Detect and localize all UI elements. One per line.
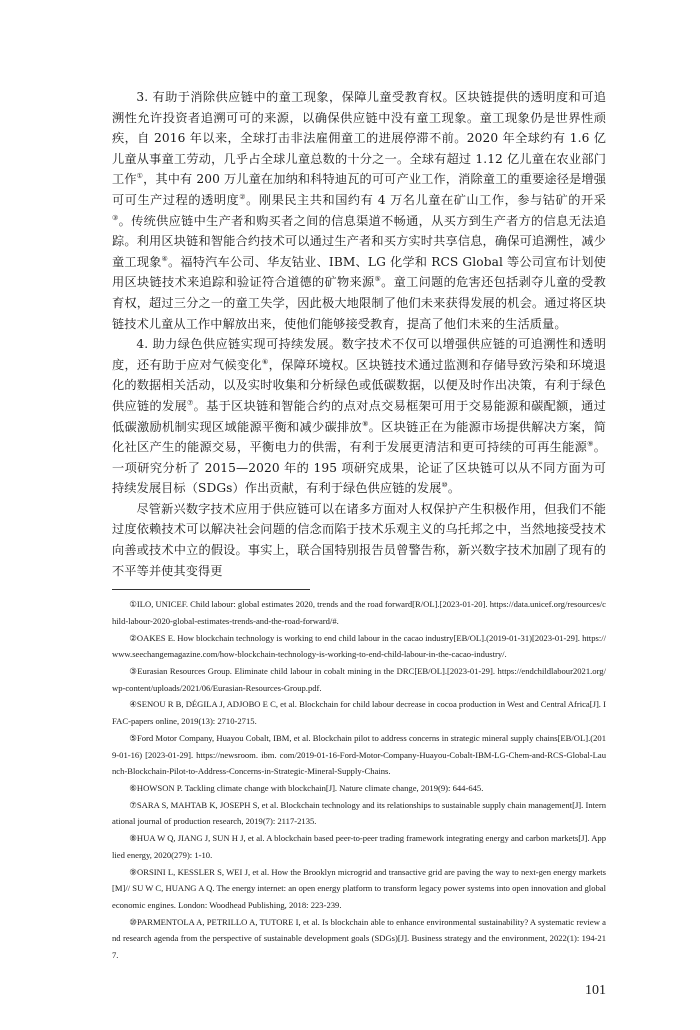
paragraph-text: ，保障环境权。区块链技术通过监测和存储导致污染和环境退化的数据相关活动，以及实时收集和分析绿色或低碳数据，以便及时作出决策，有利于绿色供应链的发展 xyxy=(112,357,606,413)
paragraph xyxy=(112,87,606,334)
footnotes xyxy=(112,596,606,963)
paragraph-text: 。 xyxy=(447,481,461,496)
paragraph-text: 。童工问题的危害还包括剥夺儿童的受教育权，超过三分之一的童工失学，因此极大地限制了他们未来获得发展的机会。通过将区块链技术儿童从工作中解放出来，使他们能够接受教育，提高了他们未来的生活质量。 xyxy=(112,275,606,331)
paragraph-text: 。区块链正在为能源市场提供解决方案，简化社区产生的能源交易，平衡电力的供需，有利于发展更清洁和更可持续的可再生能源 xyxy=(112,419,606,455)
footnote-separator xyxy=(112,589,310,590)
footnote: ⑦SARA S, MAHTAB K, JOSEPH S, et al. Blockchain technology and its relationships to sustainable supply chain management[J]. International journal of production research, 2019(7): 2117-2135. xyxy=(112,799,606,827)
paragraph xyxy=(112,499,606,581)
footnote: ⑩PARMENTOLA A, PETRILLO A, TUTORE I, et al. Is blockchain able to enhance environmental sustainability? A systematic review and research agenda from the perspective of sustainable development goals (SDGs)[J]. Business strategy and the environment, 2022(1): 194-217. xyxy=(112,916,606,961)
paragraph-text: 3. 有助于消除供应链中的童工现象，保障儿童受教育权。区块链提供的透明度和可追溯性允许投资者追溯可可的来源，以确保供应链中没有童工现象。童工现象仍是世界性顽疾，自 2016 年以来，全球打击非法雇佣童工的进展停滞不前。2020 年全球约有 1.6 亿儿童从事童工劳动，几乎占全球儿童总数的十分之一。全球有超过 1.12 亿儿童在农业部门工作 xyxy=(112,90,606,187)
footnote-marker[interactable]: ⑩ xyxy=(441,481,448,490)
paragraph-text: 4. 助力绿色供应链实现可持续发展。数字技术不仅可以增强供应链的可追溯性和透明度，还有助于应对气候变化 xyxy=(112,337,606,372)
paragraph-text: 。刚果民主共和国约有 4 万名儿童在矿山工作，参与钴矿的开采 xyxy=(246,192,606,207)
paragraph xyxy=(112,334,606,499)
page xyxy=(112,0,606,1030)
footnote-marker[interactable]: ⑨ xyxy=(587,440,594,449)
footnote: ②OAKES E. How blockchain technology is working to end child labour in the cacao industry[EB/OL].(2019-01-31)[2023-01-29]. https://www.seechangemagazine.com/how-blockchain-technology-is-working-to-end-child-labour-in-the-cacao-industry/. xyxy=(112,632,606,660)
footnote: ③Eurasian Resources Group. Eliminate child labour in cobalt mining in the DRC[EB/OL].[2023-01-29]. https://endchildlabour2021.org/wp-content/uploads/2021/06/Eurasian-Resources-Group.pdf. xyxy=(112,666,606,693)
footnote: ⑨ORSINI L, KESSLER S, WEI J, et al. How the Brooklyn microgrid and transactive grid are paving the way to next-gen energy markets[M]// SU W C, HUANG A Q. The energy internet: an open energy platform to transform legacy power systems into open innovation and global economic engines. London: Woodhead Publishing, 2018: 223-239. xyxy=(112,866,606,910)
footnote: ④SENOU R B, DÉGILA J, ADJOBO E C, et al. Blockchain for child labour decrease in cocoa production in West and Central Africa[J]. IFAC-papers online, 2019(13): 2710-2715. xyxy=(112,699,606,727)
footnote-marker[interactable]: ④ xyxy=(161,254,168,263)
paragraph-text: 。传统供应链中生产者和购买者之间的信息渠道不畅通，从买方到生产者方的信息无法追踪。利用区块链和智能合约技术可以通过生产者和买方实时共享信息，确保可追溯性，减少童工现象 xyxy=(112,213,606,269)
footnote: ①ILO, UNICEF. Child labour: global estimates 2020, trends and the road forward[R/OL].[2023-01-20]. https://data.unicef.org/resources/child-labour-2020-global-estimates-trends-and-the-road-forward/#. xyxy=(112,599,606,626)
footnote-marker[interactable]: ⑦ xyxy=(187,398,194,407)
paragraph-text: ，其中有 200 万儿童在加纳和科特迪瓦的可可产业工作，消除童工的重要途径是增强可可生产过程的透明度 xyxy=(112,172,606,207)
footnote-marker[interactable]: ② xyxy=(239,192,247,201)
footnote-marker[interactable]: ⑧ xyxy=(362,419,369,428)
page-number: 101 xyxy=(585,982,606,998)
footnote-marker[interactable]: ⑤ xyxy=(374,275,382,284)
paragraph-text: 。基于区块链和智能合约的点对点交易框架可用于交易能源和碳配额，通过低碳激励机制实现区域能源平衡和减少碳排放 xyxy=(112,398,606,434)
paragraph-text: 。一项研究分析了 2015—2020 年的 195 项研究成果，论证了区块链可以从不同方面为可持续发展目标（SDGs）作出贡献，有利于绿色供应链的发展 xyxy=(112,440,606,496)
footnote-marker[interactable]: ③ xyxy=(112,213,119,222)
body-text xyxy=(112,87,606,581)
paragraph-text: 。福特汽车公司、华友钴业、IBM、LG 化学和 RCS Global 等公司宣布计划使用区块链技术来追踪和验证符合道德的矿物来源 xyxy=(112,254,606,290)
footnote: ⑤Ford Motor Company, Huayou Cobalt, IBM, et al. Blockchain pilot to address concerns in strategic mineral supply chains[EB/OL].(2019-01-16) [2023-01-29]. https://newsroom. ibm. com/2019-01-16-Ford-Motor-Company-Huayou-Cobalt-IBM-LG-Chem-and-RCS-Global-Launch-Blockchain-Pilot-to-Address-Concerns-in-Strategic-Mineral-Supply-Chains. xyxy=(112,732,606,777)
footnote-marker[interactable]: ⑥ xyxy=(262,357,269,366)
footnote: ⑥HOWSON P. Tackling climate change with blockchain[J]. Nature climate change, 2019(9): 644-645. xyxy=(129,782,484,793)
paragraph-text: 尽管新兴数字技术应用于供应链可以在诸多方面对人权保护产生积极作用，但我们不能过度依赖技术可以解决社会问题的信念而陷于技术乐观主义的乌托邦之中，当然地接受技术向善或技术中立的假设。事实上，联合国特别报告员曾警告称，新兴数字技术加剧了现有的不平等并使其变得更 xyxy=(112,501,606,578)
footnote-marker[interactable]: ① xyxy=(136,172,144,181)
footnote: ⑧HUA W Q, JIANG J, SUN H J, et al. A blockchain based peer-to-peer trading framework integrating energy and carbon markets[J]. Applied energy, 2020(279): 1-10. xyxy=(112,833,606,860)
